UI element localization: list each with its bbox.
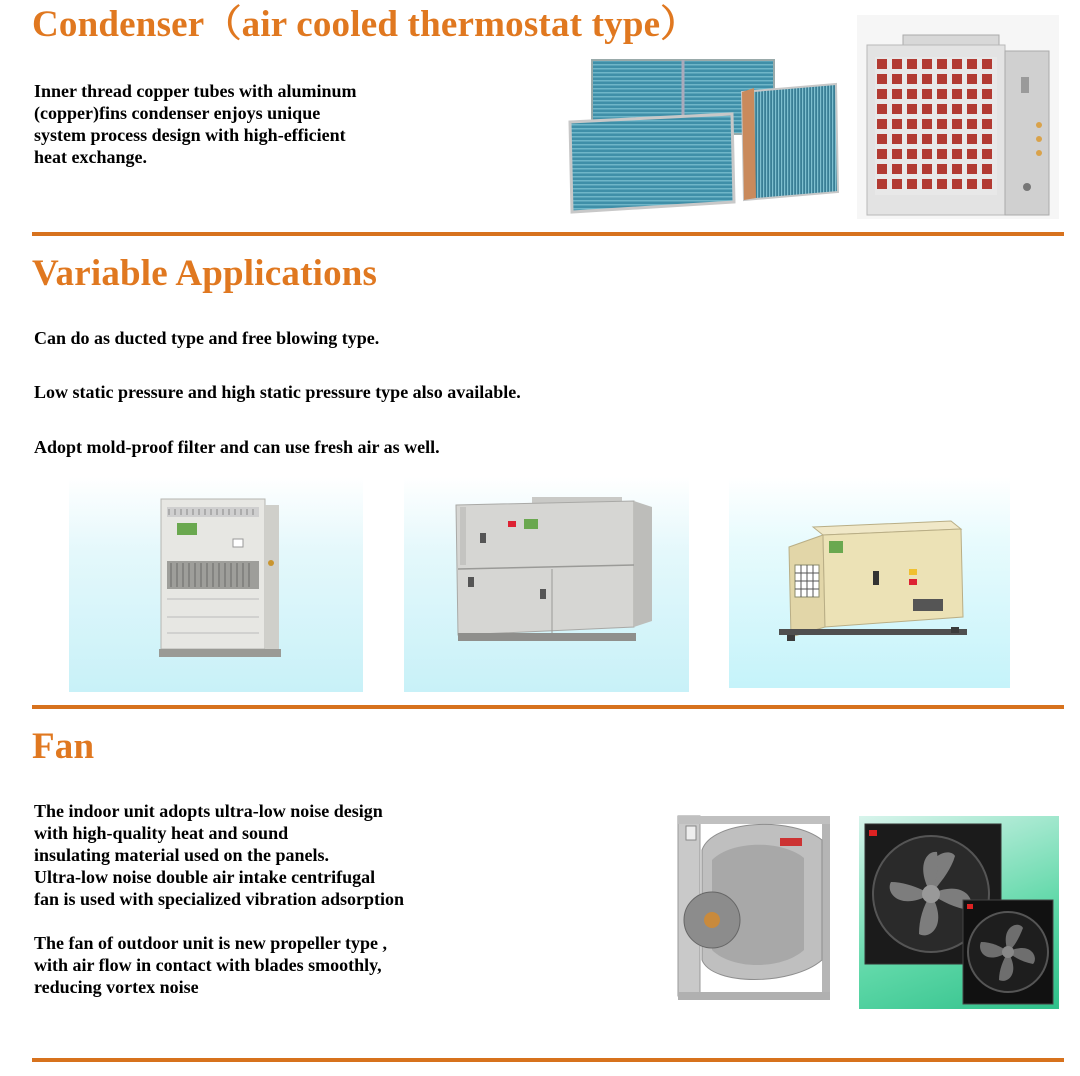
- condenser-text-line: (copper)fins condenser enjoys unique: [34, 103, 321, 123]
- fan-text-line: insulating material used on the panels.: [34, 845, 330, 865]
- applications-title: Variable Applications: [32, 253, 378, 294]
- fan-title: Fan: [32, 726, 95, 767]
- condenser-title: Condenser（air cooled thermostat type）: [32, 4, 698, 45]
- ducted-indoor-unit-photo: [404, 477, 689, 692]
- condenser-description: [34, 80, 357, 168]
- section-divider: [32, 705, 1064, 709]
- section-divider: [32, 232, 1064, 236]
- ducted-unit-illustration: [404, 477, 689, 692]
- fan-text-line: fan is used with specialized vibration adsorption: [34, 889, 405, 909]
- fan-text-line: Ultra-low noise double air intake centrifugal: [34, 867, 376, 887]
- fan-outdoor-description: [34, 932, 387, 998]
- condenser-text-line: heat exchange.: [34, 147, 147, 167]
- fan-indoor-description: [34, 800, 404, 910]
- vertical-indoor-unit-photo: [69, 477, 363, 692]
- fan-text-line: The indoor unit adopts ultra-low noise design: [34, 801, 383, 821]
- propeller-fans-illustration: [859, 816, 1059, 1009]
- centrifugal-fan-illustration: [672, 810, 852, 1012]
- application-item: Low static pressure and high static pressure type also available.: [34, 382, 521, 402]
- application-item: Adopt mold-proof filter and can use fresh air as well.: [34, 437, 440, 457]
- condenser-text-line: system process design with high-efficient: [34, 125, 346, 145]
- condenser-coils-photo: [556, 52, 846, 218]
- propeller-fans-photo: [859, 816, 1059, 1009]
- condenser-text-line: Inner thread copper tubes with aluminum: [34, 81, 357, 101]
- condenser-coils-illustration: [556, 52, 846, 218]
- section-divider: [32, 1058, 1064, 1062]
- outdoor-condenser-unit-photo: [857, 15, 1059, 219]
- centrifugal-fan-photo: [672, 810, 852, 1012]
- vertical-unit-illustration: [69, 477, 363, 692]
- horizontal-unit-illustration: [729, 477, 1010, 688]
- outdoor-unit-illustration: [857, 15, 1059, 219]
- fan-text-line: The fan of outdoor unit is new propeller type ,: [34, 933, 388, 953]
- application-item: Can do as ducted type and free blowing type.: [34, 328, 380, 348]
- horizontal-fresh-air-unit-photo: [729, 477, 1010, 688]
- fan-text-line: with high-quality heat and sound: [34, 823, 289, 843]
- fan-text-line: reducing vortex noise: [34, 977, 199, 997]
- fan-text-line: with air flow in contact with blades smoothly,: [34, 955, 382, 975]
